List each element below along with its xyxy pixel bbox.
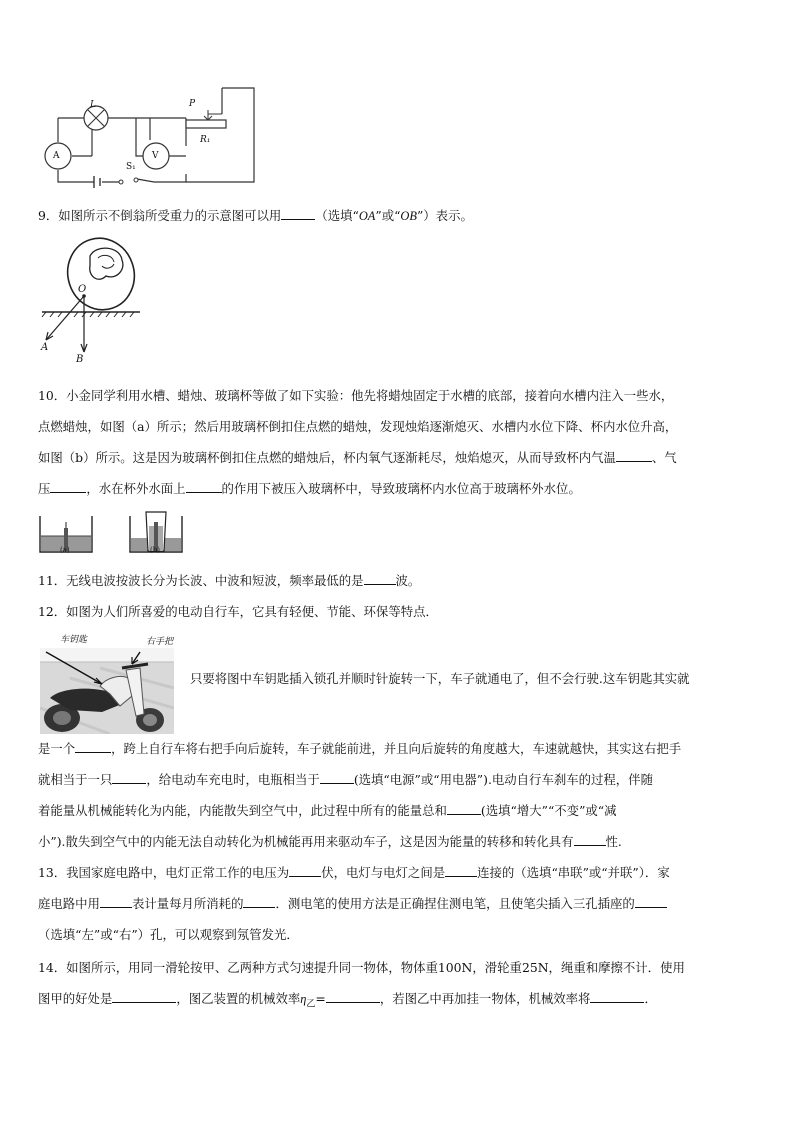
- q13-number: 13．: [38, 865, 67, 880]
- q13-blank-5[interactable]: [635, 894, 667, 908]
- q9-number: 9．: [38, 208, 59, 223]
- q13-line1-b: 伏，电灯与电灯之间是: [321, 865, 446, 880]
- switch-label: S₁: [126, 162, 136, 172]
- question-12-body: [38, 733, 760, 857]
- q14-blank-3[interactable]: [590, 989, 644, 1003]
- question-14: [38, 952, 760, 1020]
- q10-line3-a: 如图（b）所示。这是因为玻璃杯倒扣住点燃的蜡烛后，杯内氧气逐渐耗尽，烛焰熄灭，从而导致杯内气温: [38, 450, 616, 465]
- tumbler-label-b: B: [76, 354, 84, 365]
- q12-line2-a: 是一个: [38, 741, 76, 756]
- q14-eta-subscript: 乙: [306, 999, 316, 1010]
- q14-blank-1[interactable]: [112, 989, 176, 1003]
- q12-line5-b: 性.: [605, 834, 622, 849]
- q11-number: 11．: [38, 573, 67, 588]
- q13-line1-c: 连接的（选填“串联”或“并联”）．家: [477, 865, 670, 880]
- q11-text-after: 波。: [395, 573, 421, 588]
- q12-blank-3[interactable]: [320, 770, 354, 784]
- q13-line3-a: （选填“左”或“右”）孔，可以观察到氖管发光．: [38, 927, 299, 942]
- q14-line1: 如图所示，用同一滑轮按甲、乙两种方式匀速提升同一物体，物体重100N，滑轮重25N，绳重和摩擦不计．使用: [66, 960, 685, 975]
- q12-number: 12．: [38, 604, 67, 619]
- ammeter-label: A: [53, 151, 60, 161]
- tumbler-figure: [36, 236, 146, 368]
- q9-text-after-1: （选填“: [315, 208, 359, 223]
- q14-number: 14．: [38, 960, 67, 975]
- q11-text-before: 无线电波按波长分为长波、中波和短波，频率最低的是: [66, 573, 364, 588]
- question-12-intro: [38, 603, 438, 621]
- lamp-label: L: [90, 100, 96, 110]
- q9-blank[interactable]: [281, 206, 315, 220]
- tumbler-label-o: O: [78, 284, 87, 295]
- figure-b-label: (b): [150, 546, 160, 554]
- q9-text-before: 如图所示不倒翁所受重力的示意图可以用: [58, 208, 282, 223]
- q12-line4-a: 着能量从机械能转化为内能，内能散失到空气中，此过程中所有的能量总和: [38, 803, 447, 818]
- q9-mid: ”或“: [375, 208, 401, 223]
- q10-blank-1[interactable]: [616, 448, 652, 462]
- q10-line1: 小金同学利用水槽、蜡烛、玻璃杯等做了如下实验：他先将蜡烛固定于水槽的底部，接着向水槽内注入一些水，: [66, 388, 674, 403]
- q13-line2-c: ．测电笔的使用方法是正确捏住测电笔，且使笔尖插入三孔插座的: [275, 896, 635, 911]
- q13-blank-2[interactable]: [445, 863, 477, 877]
- q9-option-ob: OB: [400, 209, 417, 223]
- q14-equals: =: [315, 991, 326, 1006]
- q12-blank-2[interactable]: [112, 770, 146, 784]
- q12-line3-c: (选填“电源”或“用电器”).电动自行车刹车的过程，伴随: [353, 772, 653, 787]
- q13-blank-3[interactable]: [100, 894, 132, 908]
- q12-line3-a: 就相当于一只: [38, 772, 113, 787]
- q10-number: 10．: [38, 388, 67, 403]
- q12-intro: 如图为人们所喜爱的电动自行车，它具有轻便、节能、环保等特点．: [66, 604, 438, 619]
- photo-label-key: 车钥匙: [60, 635, 88, 645]
- q12-line5-a: 小”).散失到空气中的内能无法自动转化为机械能再用来驱动车子，这是因为能量的转移和转化具有: [38, 834, 574, 849]
- q13-line1-a: 我国家庭电路中，电灯正常工作的电压为: [66, 865, 290, 880]
- q13-blank-1[interactable]: [289, 863, 321, 877]
- q10-line2: 点燃蜡烛，如图（a）所示；然后用玻璃杯倒扣住点燃的蜡烛，发现烛焰逐渐熄灭、水槽内水位下降、杯内水位升高，: [38, 419, 678, 434]
- question-10: [38, 380, 760, 504]
- q12-blank-4[interactable]: [447, 801, 481, 815]
- q14-blank-2[interactable]: [326, 989, 380, 1003]
- question-13: [38, 857, 760, 950]
- q10-blank-3[interactable]: [186, 479, 222, 493]
- q10-line4-c: 的作用下被压入玻璃杯中，导致玻璃杯内水位高于玻璃杯外水位。: [221, 481, 581, 496]
- q11-blank[interactable]: [364, 571, 396, 585]
- photo-label-handle: 右手把: [146, 637, 174, 647]
- q9-option-oa: OA: [358, 209, 376, 223]
- q12-blank-1[interactable]: [75, 739, 111, 753]
- resistor-label: R₁: [200, 135, 211, 145]
- question-9: [38, 206, 473, 225]
- q10-blank-2[interactable]: [50, 479, 86, 493]
- figure-a-label: (a): [60, 546, 70, 554]
- q14-line2-b: ，图乙装置的机械效率: [176, 991, 301, 1006]
- q13-line2-a: 庭电路中用: [38, 896, 100, 911]
- circuit-diagram: [36, 84, 258, 188]
- slider-label: P: [189, 99, 196, 109]
- electric-bike-photo: [40, 648, 174, 734]
- q13-line2-b: 表计量每月所消耗的: [131, 896, 244, 911]
- q12-side-text: 只要将图中车钥匙插入锁孔并顺时针旋转一下，车子就通电了，但不会行驶.这车钥匙其实就: [190, 671, 690, 686]
- tumbler-label-a: A: [41, 342, 49, 353]
- q12-blank-5[interactable]: [574, 832, 606, 846]
- q13-blank-4[interactable]: [243, 894, 275, 908]
- q10-line4-b: ，水在杯外水面上: [86, 481, 186, 496]
- q10-line3-b: 、气: [651, 450, 677, 465]
- q14-line2-d: ．: [644, 991, 657, 1006]
- q12-line4-b: (选填“增大”“不变”或“减: [480, 803, 617, 818]
- q10-line4-a: 压: [38, 481, 51, 496]
- q12-line2-b: ，跨上自行车将右把手向后旋转，车子就能前进，并且向后旋转的角度越大，车速就越快，其实这右把手: [111, 741, 682, 756]
- q14-line2-a: 图甲的好处是: [38, 991, 113, 1006]
- q14-eta-symbol: η: [300, 992, 307, 1006]
- q12-line3-b: ，给电动车充电时，电瓶相当于: [146, 772, 320, 787]
- question-11: [38, 571, 420, 590]
- voltmeter-label: V: [152, 151, 159, 161]
- q14-line2-c: ，若图乙中再加挂一物体，机械效率将: [379, 991, 591, 1006]
- q9-text-after-2: ”）表示。: [416, 208, 473, 223]
